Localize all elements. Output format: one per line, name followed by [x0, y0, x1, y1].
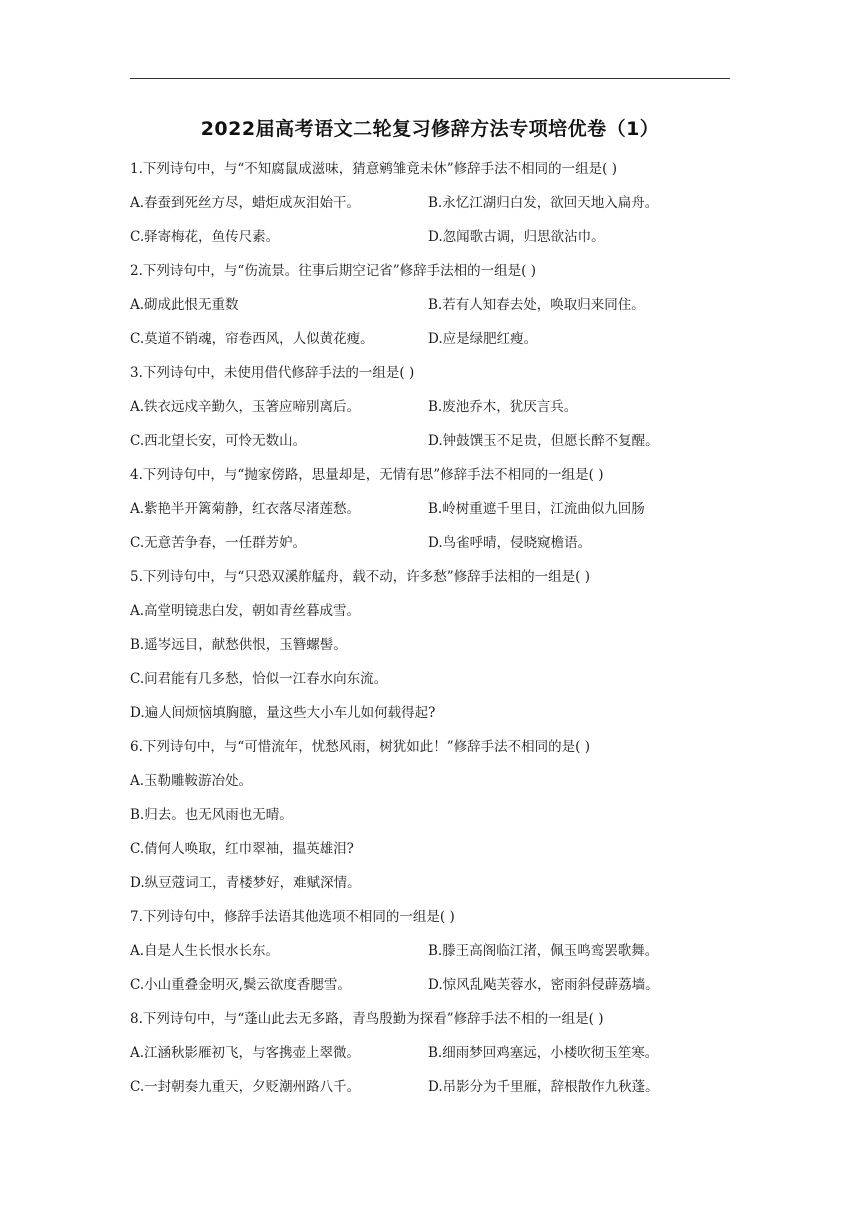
option-row: [130, 424, 740, 458]
question-stem: 1.下列诗句中，与“不知腐鼠成滋味，猜意鹓雏竟未休”修辞手法不相同的一组是( ): [130, 161, 618, 177]
option-d: D.吊影分为千里雁，辞根散作九秋蓬。: [428, 1079, 659, 1095]
option-a: A.砌成此恨无重数: [130, 297, 239, 313]
option-row: [130, 934, 740, 968]
option-a: A.自是人生长恨水长东。: [130, 943, 280, 959]
option-row: [130, 220, 740, 254]
question-stem: 7.下列诗句中，修辞手法语其他选项不相同的一组是( ): [130, 909, 455, 925]
option-c: C.无意苦争春，一任群芳妒。: [130, 535, 307, 551]
option-row: [130, 390, 740, 424]
option-b: B.遥岑远目，献愁供恨，玉簪螺髻。: [130, 637, 347, 653]
question-stem: 6.下列诗句中，与“可惜流年，忧愁风雨，树犹如此！”修辞手法不相同的是( ): [130, 739, 591, 755]
question-stem: 8.下列诗句中，与“蓬山此去无多路，青鸟殷勤为探看”修辞手法不相的一组是( ): [130, 1011, 604, 1027]
question-list: [130, 152, 740, 1104]
option-b: B.岭树重遮千里目，江流曲似九回肠: [428, 501, 645, 517]
header-rule: [130, 78, 730, 79]
option-b: B.归去。也无风雨也无晴。: [130, 807, 293, 823]
option-row: [130, 492, 740, 526]
option-a: A.江涵秋影雁初飞，与客携壶上翠微。: [130, 1045, 361, 1061]
option-a: A.春蚕到死丝方尽，蜡炬成灰泪始干。: [130, 195, 361, 211]
option-d: D.忽闻歌古调，归思欲沾巾。: [428, 229, 605, 245]
question-stem: 3.下列诗句中，未使用借代修辞手法的一组是( ): [130, 365, 415, 381]
option-c: C.驿寄梅花，鱼传尺素。: [130, 229, 280, 245]
option-d: D.鸟雀呼晴，侵晓窥檐语。: [428, 535, 592, 551]
option-row: [130, 288, 740, 322]
option-b: B.滕王高阁临江渚，佩玉鸣鸾罢歌舞。: [428, 943, 659, 959]
option-row: [130, 1070, 740, 1104]
option-row: [130, 322, 740, 356]
option-row: [130, 526, 740, 560]
question-stem: 2.下列诗句中，与“伤流景。往事后期空记省”修辞手法相的一组是( ): [130, 263, 537, 279]
option-row: [130, 968, 740, 1002]
option-c: C.莫道不销魂，帘卷西风，人似黄花瘦。: [130, 331, 374, 347]
option-d: D.应是绿肥红瘦。: [428, 331, 538, 347]
option-a: A.紫艳半开篱菊静，红衣落尽渚莲愁。: [130, 501, 361, 517]
option-a: A.玉勒雕鞍游冶处。: [130, 773, 253, 789]
option-c: C.西北望长安，可怜无数山。: [130, 433, 307, 449]
option-row: [130, 186, 740, 220]
option-a: A.高堂明镜悲白发，朝如青丝暮成雪。: [130, 603, 361, 619]
option-a: A.铁衣远戍辛勤久，玉箸应啼别离后。: [130, 399, 361, 415]
question-stem: 4.下列诗句中，与“抛家傍路，思量却是，无情有思”修辞手法不相同的一组是( ): [130, 467, 604, 483]
option-row: [130, 1036, 740, 1070]
option-b: B.细雨梦回鸡塞远，小楼吹彻玉笙寒。: [428, 1045, 659, 1061]
page-title: 2022届高考语文二轮复习修辞方法专项培优卷（1）: [200, 118, 660, 140]
option-d: D.遍人间烦恼填胸臆，量这些大小车儿如何载得起?: [130, 705, 436, 721]
option-c: C.一封朝奏九重天，夕贬潮州路八千。: [130, 1079, 361, 1095]
option-b: B.若有人知春去处，唤取归来同住。: [428, 297, 645, 313]
option-d: D.惊风乱飐芙蓉水，密雨斜侵薜荔墙。: [428, 977, 659, 993]
option-d: D.纵豆蔻词工，青楼梦好，难赋深情。: [130, 875, 361, 891]
option-c: C.小山重叠金明灭,鬓云欲度香腮雪。: [130, 977, 351, 993]
option-b: B.废池乔木，犹厌言兵。: [428, 399, 578, 415]
option-c: C.问君能有几多愁，恰似一江春水向东流。: [130, 671, 388, 687]
option-d: D.钟鼓馔玉不足贵，但愿长醉不复醒。: [428, 433, 659, 449]
question-stem: 5.下列诗句中，与“只恐双溪舴艋舟，载不动，许多愁”修辞手法相的一组是( ): [130, 569, 591, 585]
option-b: B.永忆江湖归白发，欲回天地入扁舟。: [428, 195, 659, 211]
option-c: C.倩何人唤取，红巾翠袖，揾英雄泪?: [130, 841, 354, 857]
